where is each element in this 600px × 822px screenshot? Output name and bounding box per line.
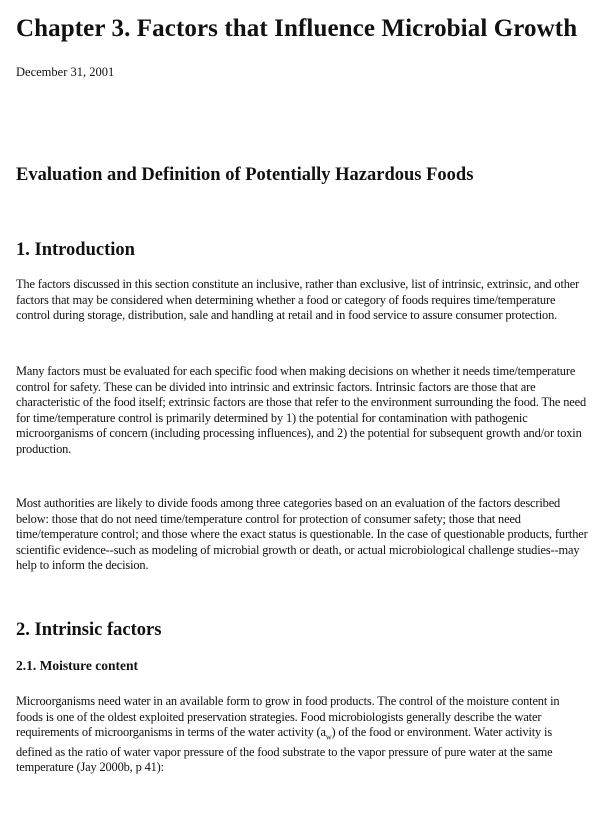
moisture-paragraph xyxy=(16,694,588,776)
intro-paragraph-2: Many factors must be evaluated for each specific food when making decisions on whether it needs time/temperature control for safety. These can be divided into intrinsic and extrinsic factors. Intrinsic factors are those that are characteristic of the food itself; extrinsic factors are those that refer to the environment surrounding the food. The need for time/temperature control is primarily determined by 1) the potential for contamination with pathogenic microorganisms of concern (including processing influences), and 2) the potential for subsequent growth and/or toxin production. xyxy=(16,364,587,456)
intro-paragraph-3: Most authorities are likely to divide foods among three categories based on an evaluation of the factors described below: those that do not need time/temperature control for protection of consumer safety; those that need time/temperature control; and those where the exact status is questionable. In the case of questionable products, further scientific evidence--such as modeling of microbial growth or death, or actual microbiological challenge studies--may help to inform the decision. xyxy=(16,496,588,572)
publication-date: December 31, 2001 xyxy=(16,65,115,79)
section-heading-intrinsic-factors: 2. Intrinsic factors xyxy=(16,620,162,640)
subsection-heading-moisture-content: 2.1. Moisture content xyxy=(16,658,138,673)
water-activity-subscript: w xyxy=(325,732,332,742)
intro-paragraph-1: The factors discussed in this section constitute an inclusive, rather than exclusive, list of intrinsic, extrinsic, and other factors that may be considered when determining whether a food or category of foods requires time/temperature control during storage, distribution, sale and handling at retail and in food service to assure consumer protection. xyxy=(16,277,580,322)
moisture-paragraph-text-end: ) of the food or environment. Water activity is defined as the ratio of water vapor pressure of the food substrate to the vapor pressure of pure water at the same temperature (Jay 2000b, p 41): xyxy=(16,725,553,775)
main-heading: Evaluation and Definition of Potentially Hazardous Foods xyxy=(16,165,474,185)
section-heading-introduction: 1. Introduction xyxy=(16,240,135,260)
moisture-paragraph-text-start: Microorganisms need water in an available form to grow in food products. The control of the moisture content in foods is one of the oldest exploited preservation strategies. Food microbiologists generally describe the water requirements of microorganisms in terms of the water activity (a xyxy=(16,694,560,739)
document-page xyxy=(16,0,588,775)
chapter-title: Chapter 3. Factors that Influence Microbial Growth xyxy=(16,15,578,42)
